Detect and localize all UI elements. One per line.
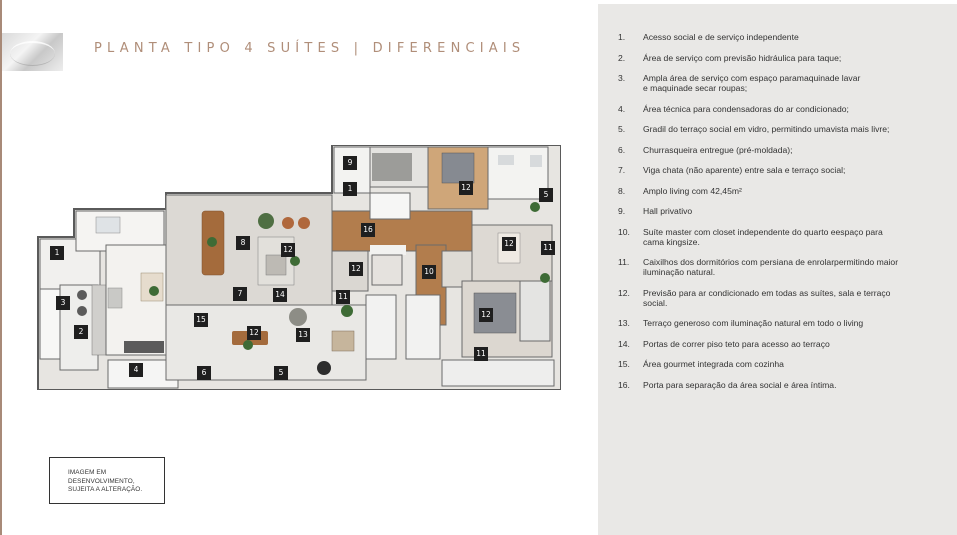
legend-text	[643, 227, 948, 247]
legend-number: 11.	[618, 257, 630, 267]
legend-item	[618, 145, 948, 155]
legend-line: Acesso social e de serviço independente	[643, 32, 799, 42]
legend-number: 3.	[618, 73, 626, 83]
legend-item	[618, 165, 948, 175]
plan-marker: 14	[273, 288, 287, 302]
legend-panel	[598, 4, 957, 535]
legend-number: 9.	[618, 206, 626, 216]
legend-line: Área de serviço com previsão hidráulica para taque;	[643, 52, 842, 63]
legend-line: social.	[643, 297, 668, 308]
legend-item	[618, 53, 948, 63]
legend-text	[643, 318, 948, 328]
plan-marker: 11	[474, 347, 488, 361]
legend-item	[618, 318, 948, 328]
plan-marker: 12	[349, 262, 363, 276]
legend-item	[618, 104, 948, 114]
legend-number: 14.	[618, 338, 630, 349]
plan-marker: 12	[502, 237, 516, 251]
legend-text	[643, 288, 948, 308]
plan-marker: 4	[129, 363, 143, 377]
legend-line: Área gourmet integrada com cozinha	[643, 359, 784, 369]
disclaimer-line: IMAGEM EM	[68, 469, 107, 476]
brand-swatch-image	[2, 33, 63, 71]
legend-text	[643, 257, 948, 277]
legend-line: Porta para separação da área social e área íntima.	[643, 379, 837, 390]
legend-number: 6.	[618, 144, 626, 155]
legend-line: cama kingsize.	[643, 236, 700, 247]
legend-item	[618, 32, 948, 42]
legend-line: Suíte master com closet independente do quarto eespaço para	[643, 226, 883, 237]
legend-item	[618, 227, 948, 247]
legend-line: Terraço generoso com iluminação natural em todo o living	[643, 318, 864, 328]
legend-line: Caixilhos dos dormitórios com persiana de enrolarpermitindo maior	[643, 257, 899, 267]
plan-marker: 12	[247, 326, 261, 340]
plan-marker: 15	[194, 313, 208, 327]
legend-line: Churrasqueira entregue (pré-moldada);	[643, 144, 793, 155]
legend-text	[643, 32, 948, 42]
plan-marker: 8	[236, 236, 250, 250]
legend-item	[618, 186, 948, 196]
legend-text	[643, 359, 948, 369]
plan-marker: 5	[539, 188, 553, 202]
legend-line: e maquinade secar roupas;	[643, 83, 748, 93]
legend-line: Hall privativo	[643, 206, 693, 216]
left-accent-bar	[0, 0, 2, 535]
legend-number: 13.	[618, 318, 630, 328]
legend-text	[643, 165, 948, 175]
legend-number: 1.	[618, 32, 626, 42]
legend-number: 7.	[618, 165, 626, 175]
legend-item	[618, 257, 948, 277]
legend-text	[643, 380, 948, 390]
legend-item	[618, 124, 948, 134]
legend-line: Amplo living com 42,45m²	[643, 185, 742, 196]
legend-line: Área técnica para condensadoras do ar condicionado;	[643, 103, 849, 114]
plan-marker: 12	[459, 181, 473, 195]
legend-item	[618, 339, 948, 349]
legend-number: 16.	[618, 379, 630, 390]
plan-marker: 6	[197, 366, 211, 380]
plan-marker: 12	[479, 308, 493, 322]
plan-marker: 1	[343, 182, 357, 196]
legend-line: iluminação natural.	[643, 267, 716, 277]
disclaimer-line: DESENVOLVIMENTO,	[68, 477, 135, 485]
legend-item	[618, 73, 948, 93]
plan-marker: 9	[343, 156, 357, 170]
legend-item	[618, 380, 948, 390]
legend-number: 4.	[618, 103, 626, 114]
plan-marker: 12	[281, 243, 295, 257]
plan-marker: 10	[422, 265, 436, 279]
legend-text	[643, 124, 948, 134]
legend-number: 10.	[618, 226, 630, 237]
plan-marker: 3	[56, 296, 70, 310]
page-title: PLANTA TIPO 4 SUÍTES | DIFERENCIAIS	[94, 41, 526, 56]
plan-marker: 11	[541, 241, 555, 255]
legend-text	[643, 206, 948, 216]
legend-number: 2.	[618, 52, 626, 63]
legend-line: Previsão para ar condicionado em todas as suítes, sala e terraço	[643, 287, 891, 298]
legend-number: 8.	[618, 185, 626, 196]
plan-marker: 13	[296, 328, 310, 342]
plan-marker: 2	[74, 325, 88, 339]
legend-list	[618, 32, 948, 400]
legend-line: Gradil do terraço social em vidro, permitindo umavista mais livre;	[643, 124, 890, 134]
plan-marker: 7	[233, 287, 247, 301]
floor-plan	[36, 145, 561, 390]
legend-item	[618, 288, 948, 308]
legend-number: 12.	[618, 287, 630, 298]
plan-marker: 5	[274, 366, 288, 380]
legend-number: 5.	[618, 124, 626, 134]
legend-item	[618, 206, 948, 216]
disclaimer-box	[49, 457, 165, 504]
legend-text	[643, 73, 948, 93]
legend-text	[643, 104, 948, 114]
legend-number: 15.	[618, 359, 630, 369]
legend-text	[643, 53, 948, 63]
plan-marker: 11	[336, 290, 350, 304]
legend-item	[618, 359, 948, 369]
plan-marker: 16	[361, 223, 375, 237]
legend-line: Portas de correr piso teto para acesso ao terraço	[643, 338, 830, 349]
disclaimer-line: SUJEITA A ALTERAÇÃO.	[68, 486, 143, 494]
plan-marker: 1	[50, 246, 64, 260]
legend-text	[643, 186, 948, 196]
legend-line: Ampla área de serviço com espaço paramaquinade lavar	[643, 73, 861, 83]
legend-text	[643, 339, 948, 349]
legend-line: Viga chata (não aparente) entre sala e terraço social;	[643, 165, 846, 175]
legend-text	[643, 145, 948, 155]
